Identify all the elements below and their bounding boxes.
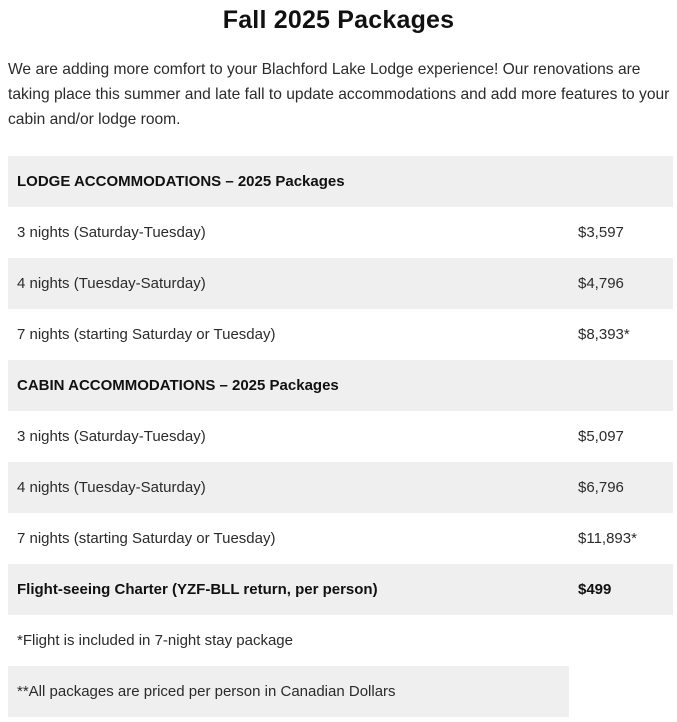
charter-label: Flight-seeing Charter (YZF-BLL return, per person)	[8, 564, 569, 615]
table-row	[8, 258, 673, 309]
package-price: $3,597	[569, 207, 673, 258]
package-label: 3 nights (Saturday-Tuesday)	[8, 207, 569, 258]
packages-table	[8, 156, 673, 717]
package-label: 7 nights (starting Saturday or Tuesday)	[8, 309, 569, 360]
package-label: 4 nights (Tuesday-Saturday)	[8, 462, 569, 513]
table-row	[8, 309, 673, 360]
table-row	[8, 207, 673, 258]
currency-footnote: **All packages are priced per person in Canadian Dollars	[8, 666, 569, 717]
package-price: $8,393*	[569, 309, 673, 360]
package-label: 7 nights (starting Saturday or Tuesday)	[8, 513, 569, 564]
cabin-section-header: CABIN ACCOMMODATIONS – 2025 Packages	[8, 360, 673, 411]
lodge-section-header-row	[8, 156, 673, 207]
lodge-section-header: LODGE ACCOMMODATIONS – 2025 Packages	[8, 156, 673, 207]
charter-row	[8, 564, 673, 615]
footnote-row	[8, 615, 673, 666]
package-price: $11,893*	[569, 513, 673, 564]
package-price: $5,097	[569, 411, 673, 462]
table-row	[8, 462, 673, 513]
charter-price: $499	[569, 564, 673, 615]
table-row	[8, 513, 673, 564]
cabin-section-header-row	[8, 360, 673, 411]
package-price: $4,796	[569, 258, 673, 309]
empty-cell	[569, 666, 673, 717]
intro-paragraph: We are adding more comfort to your Blachford Lake Lodge experience! Our renovations are taking place this summer and late fall to update accommodations and add more features to your cabin and/or lodge room.	[8, 61, 670, 128]
footnote-row	[8, 666, 673, 717]
package-label: 3 nights (Saturday-Tuesday)	[8, 411, 569, 462]
package-label: 4 nights (Tuesday-Saturday)	[8, 258, 569, 309]
table-row	[8, 411, 673, 462]
package-price: $6,796	[569, 462, 673, 513]
flight-footnote: *Flight is included in 7-night stay package	[8, 615, 673, 666]
page-title: Fall 2025 Packages	[222, 6, 455, 34]
